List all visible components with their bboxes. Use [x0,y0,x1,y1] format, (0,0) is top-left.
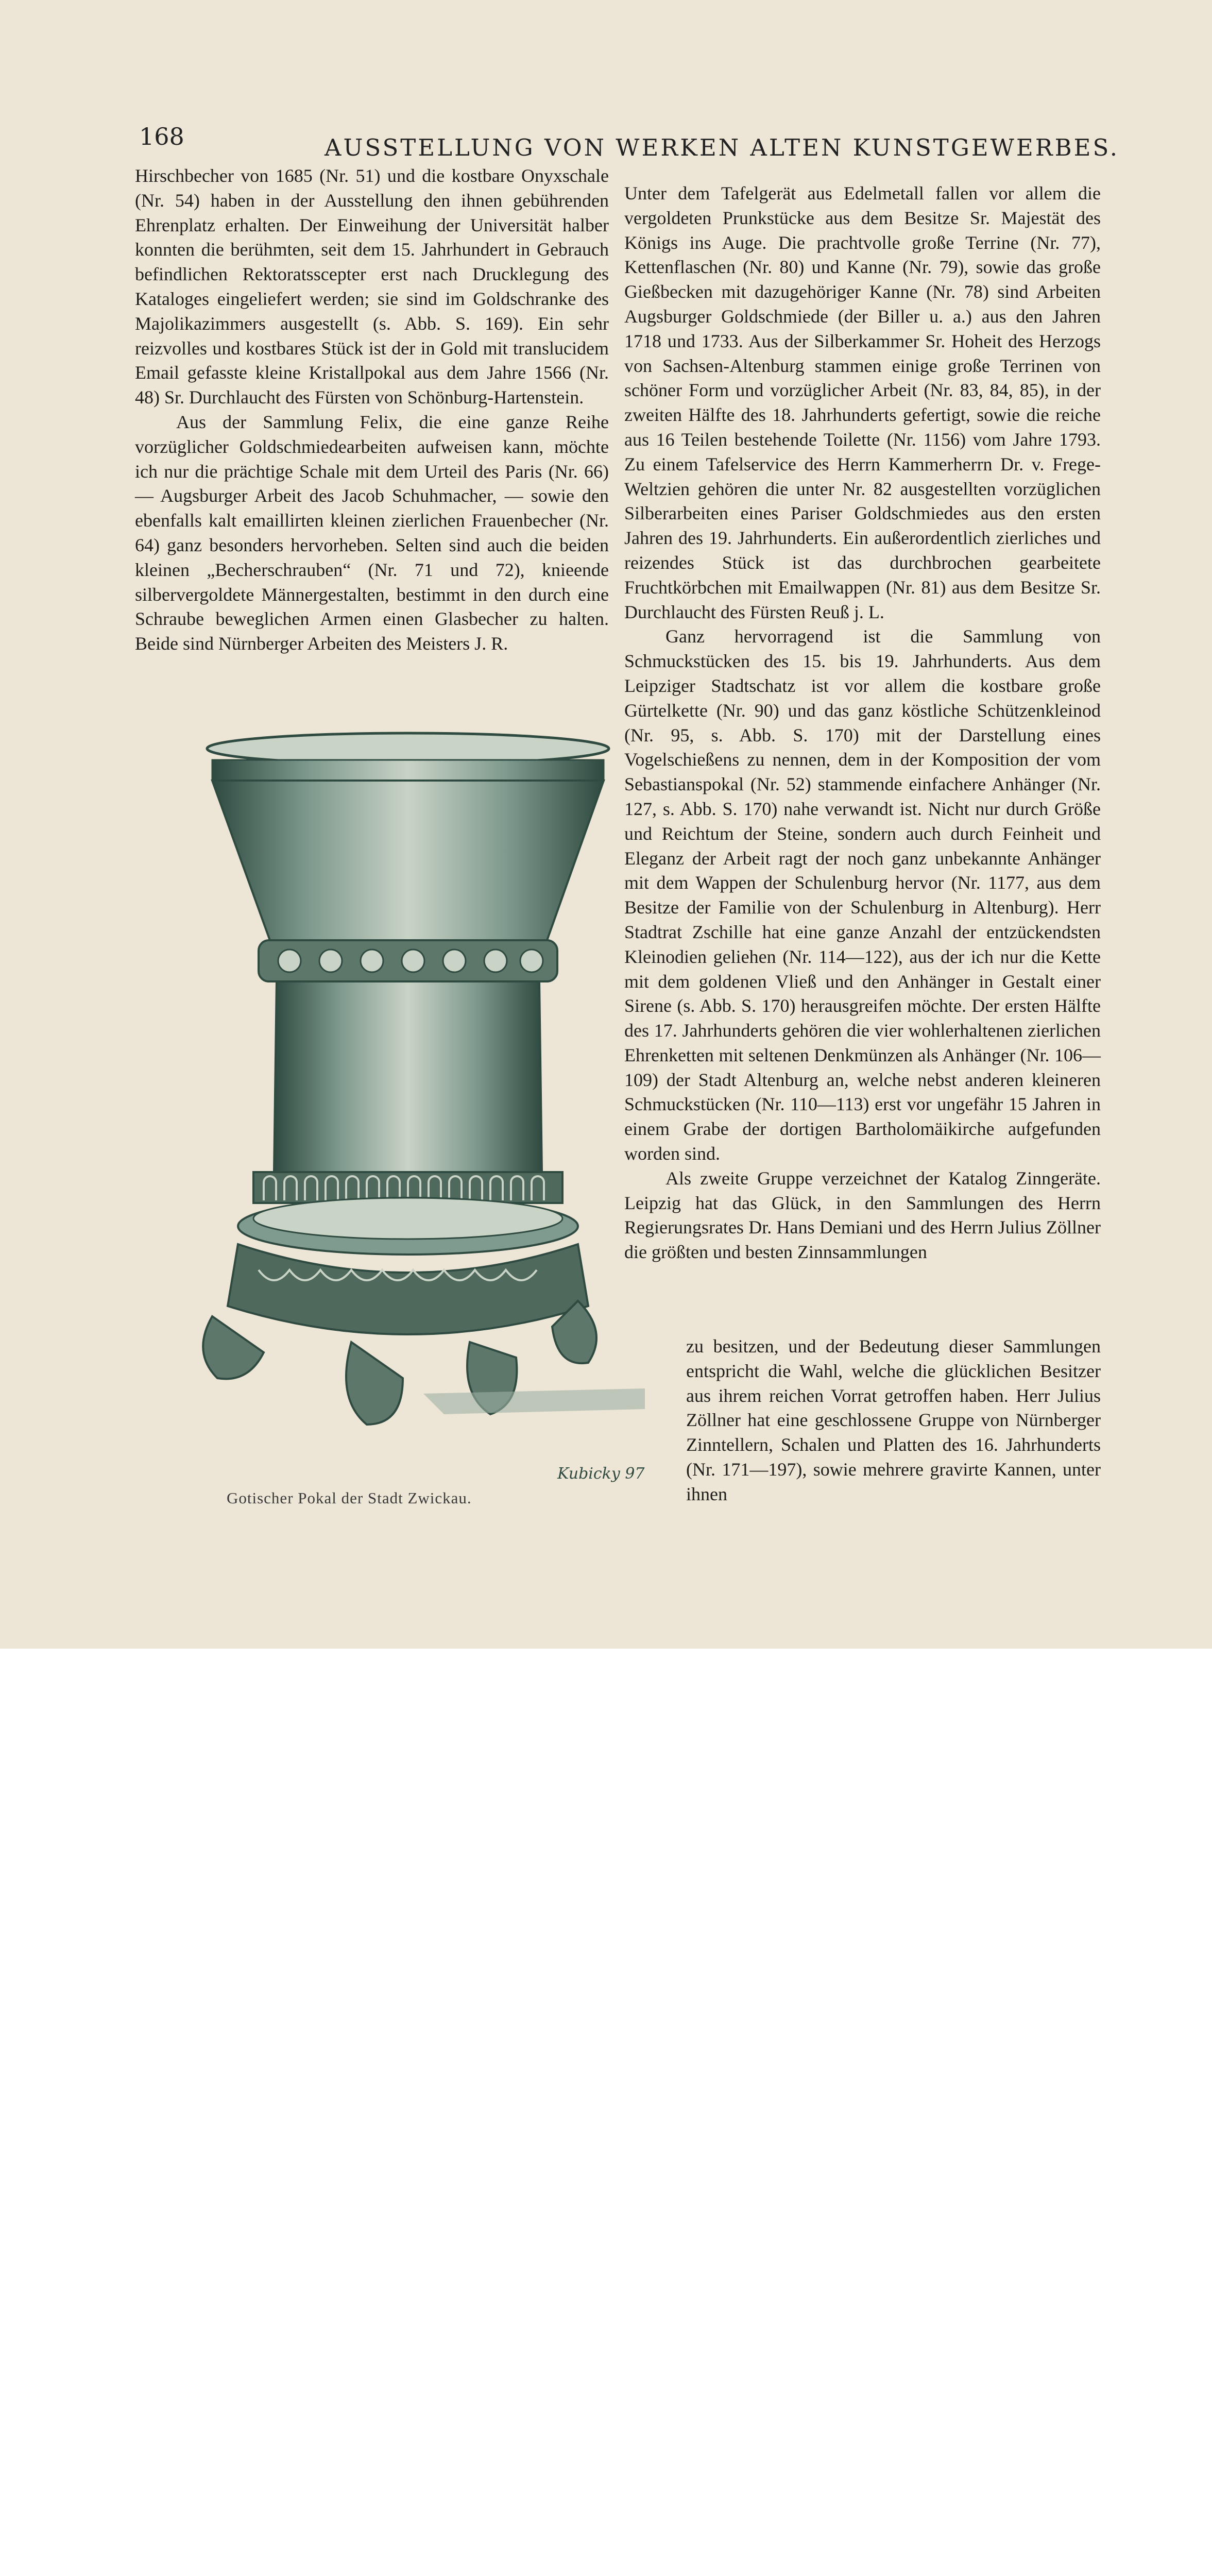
paragraph: Aus der Sammlung Felix, die eine ganze Reihe vorzüglicher Goldschmiedearbeiten aufweisen kann, möchte ich nur die prächtige Schale mit dem Urteil des Paris (Nr. 66) — Augsburger Arbeit des Jacob Schuhmacher, — sowie den ebenfalls kalt emaillirten kleinen zierlichen Frauenbecher (Nr. 64) ganz besonders hervorheben. Selten sind auch die beiden kleinen „Becherschrauben“ (Nr. 71 und 72), knieende silbervergoldete Männergestalten, bestimmt in den durch eine Schraube beweglichen Armen einen Glasbecher zu halten. Beide sind Nürnberger Arbeiten des Meisters J. R. [135,411,609,654]
paragraph: Ganz hervorragend ist die Sammlung von Schmuckstücken des 15. bis 19. Jahrhunderts. Aus dem Leipziger Stadtschatz ist vor allem die kostbare große Gürtelkette (Nr. 90) und das ganz köstliche Schützenkleinod (Nr. 95, s. Abb. S. 170) mit der Darstellung eines Vogelschießens zu nennen, dem in der Komposition der vom Sebastianspokal (Nr. 52) stammende einfachere Anhänger (Nr. 127, s. Abb. S. 170) nahe verwandt ist. Nicht nur durch Größe und Reichtum der Steine, sondern auch durch Feinheit und Eleganz der Arbeit ragt der noch ganz unbekannte Anhänger mit dem Wappen der Schulenburg hervor (Nr. 1177, aus dem Besitze der Familie von der Schulenburg in Altenburg). Herr Stadtrat Zschille hat eine ganze Anzahl der entzückendsten Kleinodien geliehen (Nr. 114—122), aus der ich nur die Kette mit dem goldenen Vließ und den Anhänger in Gestalt einer Sirene (s. Abb. S. 170) herausgreifen möchte. Der ersten Hälfte des 17. Jahrhunderts gehören die vier wohlerhaltenen zierlichen Ehrenketten mit seltenen Denkmünzen als Anhänger (Nr. 106—109) der Stadt Altenburg an, welche nebst anderen kleineren Schmuckstücken (Nr. 110—113) erst vor ungefähr 15 Jahren in einem Grabe der dortigen Bartholomäikirche aufgefunden worden sind. [624,626,1101,1164]
digitization-footer [0,1649,1212,1802]
right-column-continuation [686,1334,1101,1507]
paragraph: zu besitzen, und der Bedeutung dieser Sammlungen entspricht die Wahl, welche die glücklichen Besitzer aus ihrem reichen Vorrat getroffen haben. Herr Julius Zöllner hat eine geschlossene Gruppe von Nürnberger Zinntellern, Schalen und Platten des 16. Jahrhunderts (Nr. 171—197), sowie mehrere gravirte Kannen, unter ihnen [686,1336,1101,1504]
page-header [139,123,1120,161]
left-column [135,164,609,656]
pierced-foot [228,1244,588,1334]
page-number: 168 [139,123,184,150]
paragraph: Hirschbecher von 1685 (Nr. 51) und die kostbare Onyxschale (Nr. 54) haben in der Ausstellung den ihnen gebührenden Ehrenplatz erhalten. Der Einweihung der Universität halber konnten die berühmten, seit dem 15. Jahrhundert in Gebrauch befindlichen Rektoratsscepter erst nach Drucklegung des Kataloges eingeliefert werden; sie sind im Goldschranke des Majolikazimmers ausgestellt (s. Abb. S. 169). Ein sehr reizvolles und kostbares Stück ist der in Gold mit translucidem Email gefasste kleine Kristallpokal aus dem Jahre 1566 (Nr. 48) Sr. Durchlaucht des Fürsten von Schönburg-Hartenstein. [135,165,609,408]
running-head: AUSSTELLUNG VON WERKEN ALTEN KUNSTGEWERBES. [325,134,1120,161]
paragraph: Unter dem Tafelgerät aus Edelmetall fallen vor allem die vergoldeten Prunkstücke aus dem Besitze Sr. Majestät des Königs ins Auge. Die prachtvolle große Terrine (Nr. 77), Kettenflaschen (Nr. 80) und Kanne (Nr. 79), sowie das große Gießbecken mit dazugehöriger Kanne (Nr. 78) sind Arbeiten Augsburger Goldschmiede (der Biller u. a.) aus den Jahren 1718 und 1733. Aus der Silberkammer Sr. Hoheit des Herzogs von Sachsen-Altenburg stammen einige große Terrinen von schöner Form und vorzüglicher Arbeit (Nr. 83, 84, 85), in der zweiten Hälfte des 18. Jahrhunderts gefertigt, sowie die reiche aus 16 Teilen bestehende Toilette (Nr. 1156) vom Jahre 1793. Zu einem Tafelservice des Herrn Kammerherrn Dr. v. Frege-Weltzien gehören die unter Nr. 82 ausgestellten vorzüglichen Silberarbeiten eines Pariser Goldschmiedes aus den ersten Jahren des 19. Jahrhunderts. Ein außerordentlich zierliches und reizendes Stück ist das durchbrochen gearbeitete Fruchtkörbchen mit Emailwappen (Nr. 81) aus dem Besitze Sr. Durchlaucht des Fürsten Reuß j. L. [624,183,1101,622]
goblet-illustration [135,724,681,1517]
figure-caption: Gotischer Pokal der Stadt Zwickau. [227,1489,472,1507]
cup-bowl [212,781,604,940]
engraver-signature: Kubicky 97 [557,1465,645,1483]
right-column [624,181,1101,1265]
paragraph: Als zweite Gruppe verzeichnet der Katalog Zinngeräte. Leipzig hat das Glück, in den Sammlungen des Herrn Regierungsrates Dr. Hans Demiani und des Herrn Julius Zöllner die größten und besten Zinnsammlungen [624,1167,1101,1263]
goblet-engraving [135,724,681,1517]
cup-body [274,981,542,1172]
beaded-band [212,760,604,781]
